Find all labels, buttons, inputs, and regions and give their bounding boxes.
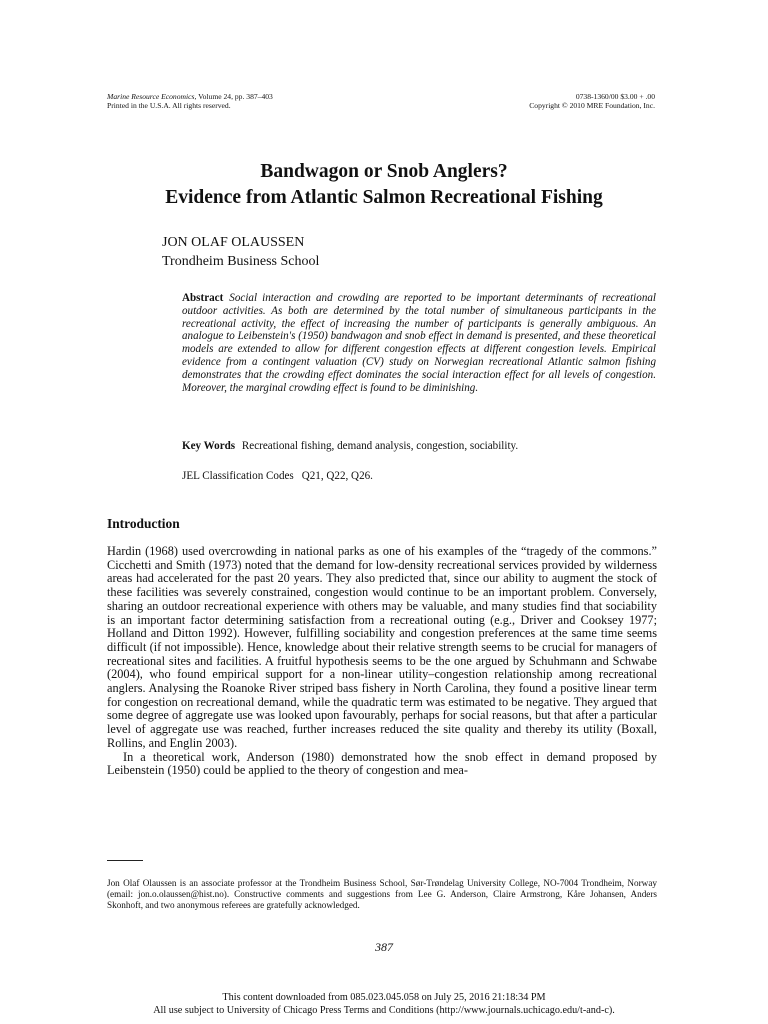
introduction-paragraph-2: In a theoretical work, Anderson (1980) demonstrated how the snob effect in demand proposed by Leibenstein (1950) could be applied to the theory of congestion and mea- [107, 749, 657, 778]
journal-header-right [529, 92, 655, 111]
jel-codes [182, 470, 373, 482]
journal-citation [107, 92, 273, 101]
terms-notice: All use subject to University of Chicago Press Terms and Conditions (http://www.journals.uchicago.edu/t-and-c). [153, 1005, 615, 1016]
paper-title-line-2: Evidence from Atlantic Salmon Recreational Fishing [165, 187, 603, 208]
author-footnote: Jon Olaf Olaussen is an associate professor at the Trondheim Business School, Sør-Trøndelag University College, NO-7004 Trondheim, Norway (email: jon.o.olaussen@hist.no). Constructive comments and suggestions from Lee G. Anderson, Claire Armstrong, Kåre Johansen, Anders Skonhoft, and two anonymous referees are gratefully acknowledged. [107, 878, 657, 910]
keywords [182, 440, 518, 452]
author-block [162, 233, 319, 271]
keywords-label: Key Words [182, 440, 236, 452]
download-notice: This content downloaded from 085.023.045.058 on July 25, 2016 21:18:34 PM [222, 992, 546, 1003]
issn-price: 0738-1360/00 $3.00 + .00 [575, 92, 655, 101]
jel-label: JEL Classification Codes [182, 470, 294, 482]
journal-name: Marine Resource Economics [107, 92, 195, 101]
paper-title [0, 159, 768, 211]
journal-volume-pages: , Volume 24, pp. 387–403 [194, 92, 273, 101]
author-name: JON OLAF OLAUSSEN [162, 235, 305, 250]
footnote-rule [107, 860, 143, 861]
introduction-heading: Introduction [107, 516, 180, 531]
abstract-text: Social interaction and crowding are reported to be important determinants of recreational outdoor activities. As both are determined by the total number of simultaneous participants in the recreational activity, the effect of increasing the number of participants is generally ambiguous. An analogue to Leibenstein's (1950) bandwagon and snob effect in demand is presented, and these theoretical models are extended to allow for different congestion effects at different congestion levels. Empirical evidence from a contingent valuation (CV) study on Norwegian recreational Atlantic salmon fishing demonstrates that the crowding effect dominates the social interaction effect for all levels of congestion. Moreover, the marginal crowding effect is found to be diminishing. [182, 292, 656, 394]
page-number: 387 [375, 940, 393, 954]
abstract [182, 292, 656, 394]
introduction-paragraph-1: Hardin (1968) used overcrowding in national parks as one of his examples of the “tragedy of the commons.” Cicchetti and Smith (1973) noted that the demand for low-density recreational services provided by wilderness areas had accelerated for the past 20 years. They also predicted that, since our ability to augment the stock of these facilities was severely constrained, congestion would continue to be an important problem. Conversely, sharing an outdoor recreational experience with others may be valuable, and many studies find that sociability is an important factor determining satisfaction from a recreational outing (e.g., Driver and Cooksey 1977; Holland and Ditton 1992). However, fulfilling sociability and congestion preferences at the same time seems difficult (if not impossible). Hence, knowledge about their relative strength seems to be crucial for managers of recreational sites and facilities. A fruitful hypothesis seems to be the one argued by Schuhmann and Schwabe (2004), who found empirical support for a non-linear utility–congestion relationship among recreational anglers. Analysing the Roanoke River striped bass fishery in North Carolina, they found a positive linear term for congestion on recreational demand, while the quadratic term was estimated to be negative. They argued that some degree of aggregate use was looked upon favourably, perhaps for social reasons, but that after a particular level of aggregate use was reached, further increases reduced the site quality and thereby its utility (Boxall, Rollins, and Englin 2003). [107, 544, 657, 750]
keywords-text: Recreational fishing, demand analysis, congestion, sociability. [241, 440, 519, 452]
paper-title-line-1: Bandwagon or Snob Anglers? [260, 161, 508, 182]
jel-code-list: Q21, Q22, Q26. [301, 470, 373, 482]
copyright-notice: Copyright © 2010 MRE Foundation, Inc. [529, 101, 655, 111]
abstract-label: Abstract [182, 292, 224, 304]
author-affiliation: Trondheim Business School [162, 254, 320, 269]
printed-notice: Printed in the U.S.A. All rights reserved. [107, 101, 231, 111]
journal-header-left [107, 92, 273, 111]
introduction-body [107, 545, 657, 778]
